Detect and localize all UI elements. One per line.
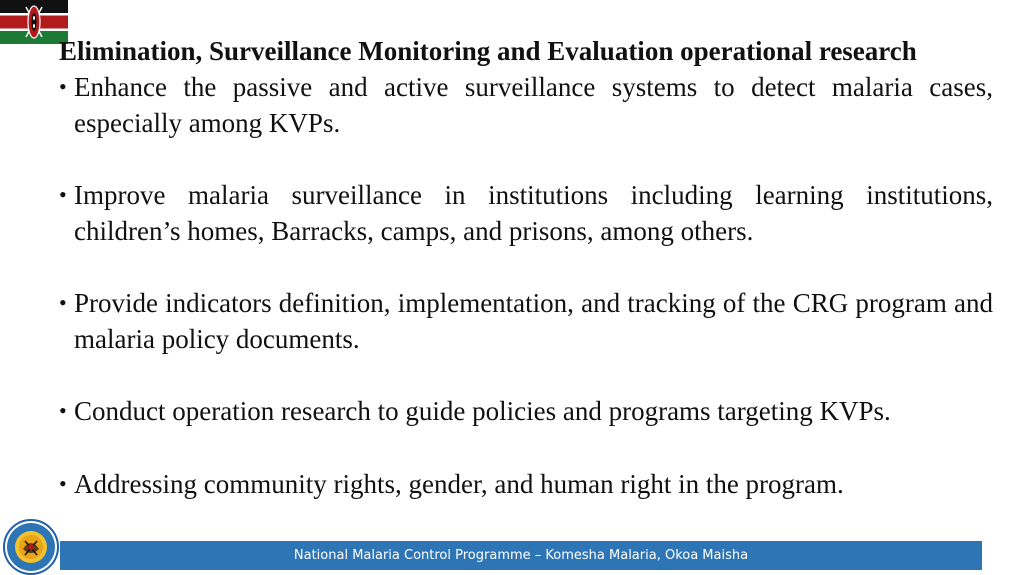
bullet-symbol: • bbox=[59, 182, 67, 207]
bullet-item bbox=[59, 466, 993, 502]
bullet-item bbox=[59, 177, 993, 249]
bullet-symbol: • bbox=[59, 471, 67, 496]
kenya-flag-icon bbox=[0, 0, 68, 44]
bullet-item bbox=[59, 393, 993, 429]
bullet-text: Provide indicators definition, implementation, and tracking of the CRG program and malaria policy documents. bbox=[74, 288, 993, 354]
slide-title: Elimination, Surveillance Monitoring and Evaluation operational research bbox=[59, 36, 917, 66]
bullet-symbol: • bbox=[59, 74, 67, 99]
bullet-item bbox=[59, 69, 993, 141]
footer-bar bbox=[60, 541, 982, 570]
bullet-text: Improve malaria surveillance in institutions including learning institutions, children’s homes, Barracks, camps, and prisons, among others. bbox=[74, 180, 993, 246]
bullet-item bbox=[59, 285, 993, 357]
slide-content bbox=[59, 33, 993, 502]
nmcp-logo-icon bbox=[3, 519, 59, 575]
bullet-symbol: • bbox=[59, 398, 67, 423]
footer-text: National Malaria Control Programme – Komesha Malaria, Okoa Maisha bbox=[293, 548, 749, 563]
bullet-text: Addressing community rights, gender, and human right in the program. bbox=[74, 469, 844, 499]
bullet-symbol: • bbox=[59, 290, 67, 315]
bullet-text: Conduct operation research to guide policies and programs targeting KVPs. bbox=[74, 396, 891, 426]
bullet-text: Enhance the passive and active surveillance systems to detect malaria cases, especially among KVPs. bbox=[74, 72, 993, 138]
